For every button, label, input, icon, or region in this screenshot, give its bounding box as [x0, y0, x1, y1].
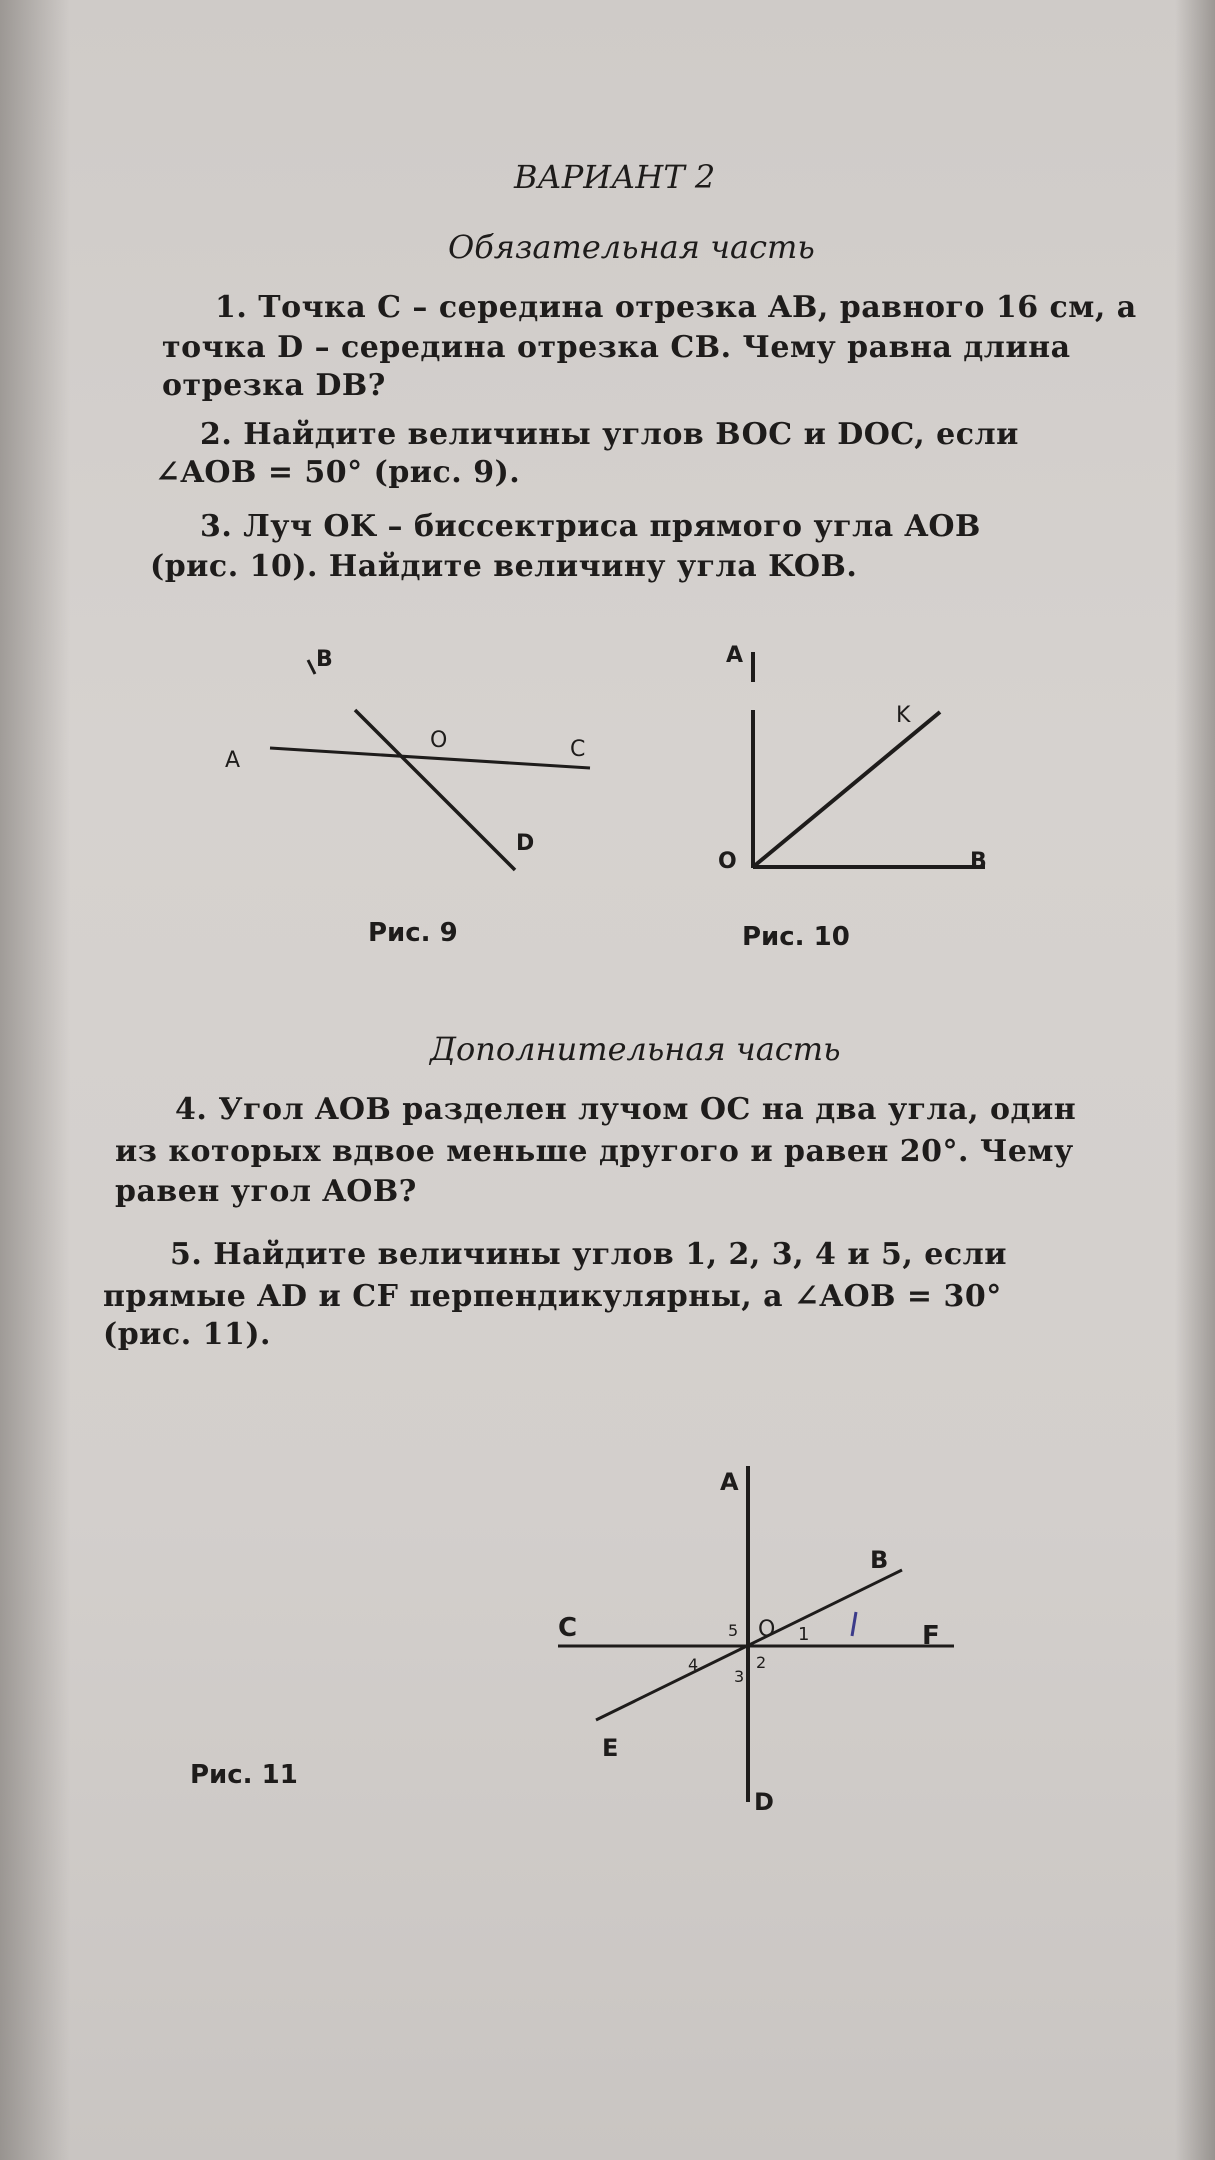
fig10-label-a: A: [726, 643, 744, 668]
figure-9-caption: Рис. 9: [368, 918, 458, 948]
problem-1-line-1: 1. Точка C – середина отрезка AB, равного 16 см, а: [215, 290, 1137, 325]
variant-title: ВАРИАНТ 2: [514, 158, 716, 196]
problem-5-line-1: 5. Найдите величины углов 1, 2, 3, 4 и 5, если: [170, 1237, 1008, 1272]
problem-1-line-2: точка D – середина отрезка CB. Чему равна длина: [162, 330, 1071, 365]
fig9-label-o: O: [430, 728, 448, 753]
fig11-angle-1: 1: [798, 1624, 810, 1645]
fig10-label-o: O: [718, 849, 737, 874]
fig9-label-c: C: [570, 737, 586, 762]
fig9-label-d: D: [516, 831, 535, 856]
page-shadow-right: [1175, 0, 1215, 2160]
fig11-label-d: D: [754, 1788, 774, 1816]
fig11-label-f: F: [922, 1621, 940, 1651]
figure-10: [700, 630, 1020, 880]
problem-4-line-1: 4. Угол AOB разделен лучом OC на два угла, один: [175, 1092, 1077, 1127]
problem-2-line-1: 2. Найдите величины углов BOC и DOC, если: [200, 417, 1019, 452]
page-shadow-left: [0, 0, 70, 2160]
fig11-angle-3: 3: [734, 1667, 745, 1686]
fig11-angle-5: 5: [728, 1621, 739, 1640]
problem-5-line-3: (рис. 11).: [103, 1317, 271, 1352]
problem-3-line-1: 3. Луч OK – биссектриса прямого угла AOB: [200, 509, 981, 544]
figure-11: [540, 1450, 980, 1830]
fig11-angle-2: 2: [756, 1653, 767, 1672]
fig11-label-e: E: [602, 1734, 619, 1762]
fig11-label-c: C: [558, 1613, 578, 1643]
fig11-angle-4: 4: [688, 1655, 699, 1674]
figure-9: [200, 630, 620, 900]
problem-2-line-2: ∠AOB = 50° (рис. 9).: [155, 455, 521, 490]
figure-11-caption: Рис. 11: [190, 1760, 298, 1790]
fig9-label-b: B: [316, 647, 333, 672]
problem-5-line-2: прямые AD и CF перпендикулярны, а ∠AOB = 30°: [103, 1279, 1002, 1314]
fig9-label-a: A: [225, 748, 241, 773]
problem-1-line-3: отрезка DB?: [162, 368, 386, 403]
section-required-heading: Обязательная часть: [448, 228, 815, 266]
problem-4-line-2: из которых вдвое меньше другого и равен 20°. Чему: [115, 1134, 1074, 1169]
fig11-label-o: O: [758, 1617, 776, 1642]
ray-ok: [753, 712, 940, 867]
fig11-label-a: A: [720, 1468, 739, 1496]
fig10-label-k: K: [896, 703, 911, 728]
problem-3-line-2: (рис. 10). Найдите величину угла KOB.: [150, 549, 858, 584]
handwritten-mark: [852, 1612, 856, 1636]
figure-10-caption: Рис. 10: [742, 922, 850, 952]
problem-4-line-3: равен угол AOB?: [115, 1174, 417, 1209]
fig11-label-b: B: [870, 1546, 889, 1574]
tick-b: [308, 660, 315, 674]
section-extra-heading: Дополнительная часть: [430, 1030, 841, 1068]
fig10-label-b: B: [970, 849, 987, 874]
